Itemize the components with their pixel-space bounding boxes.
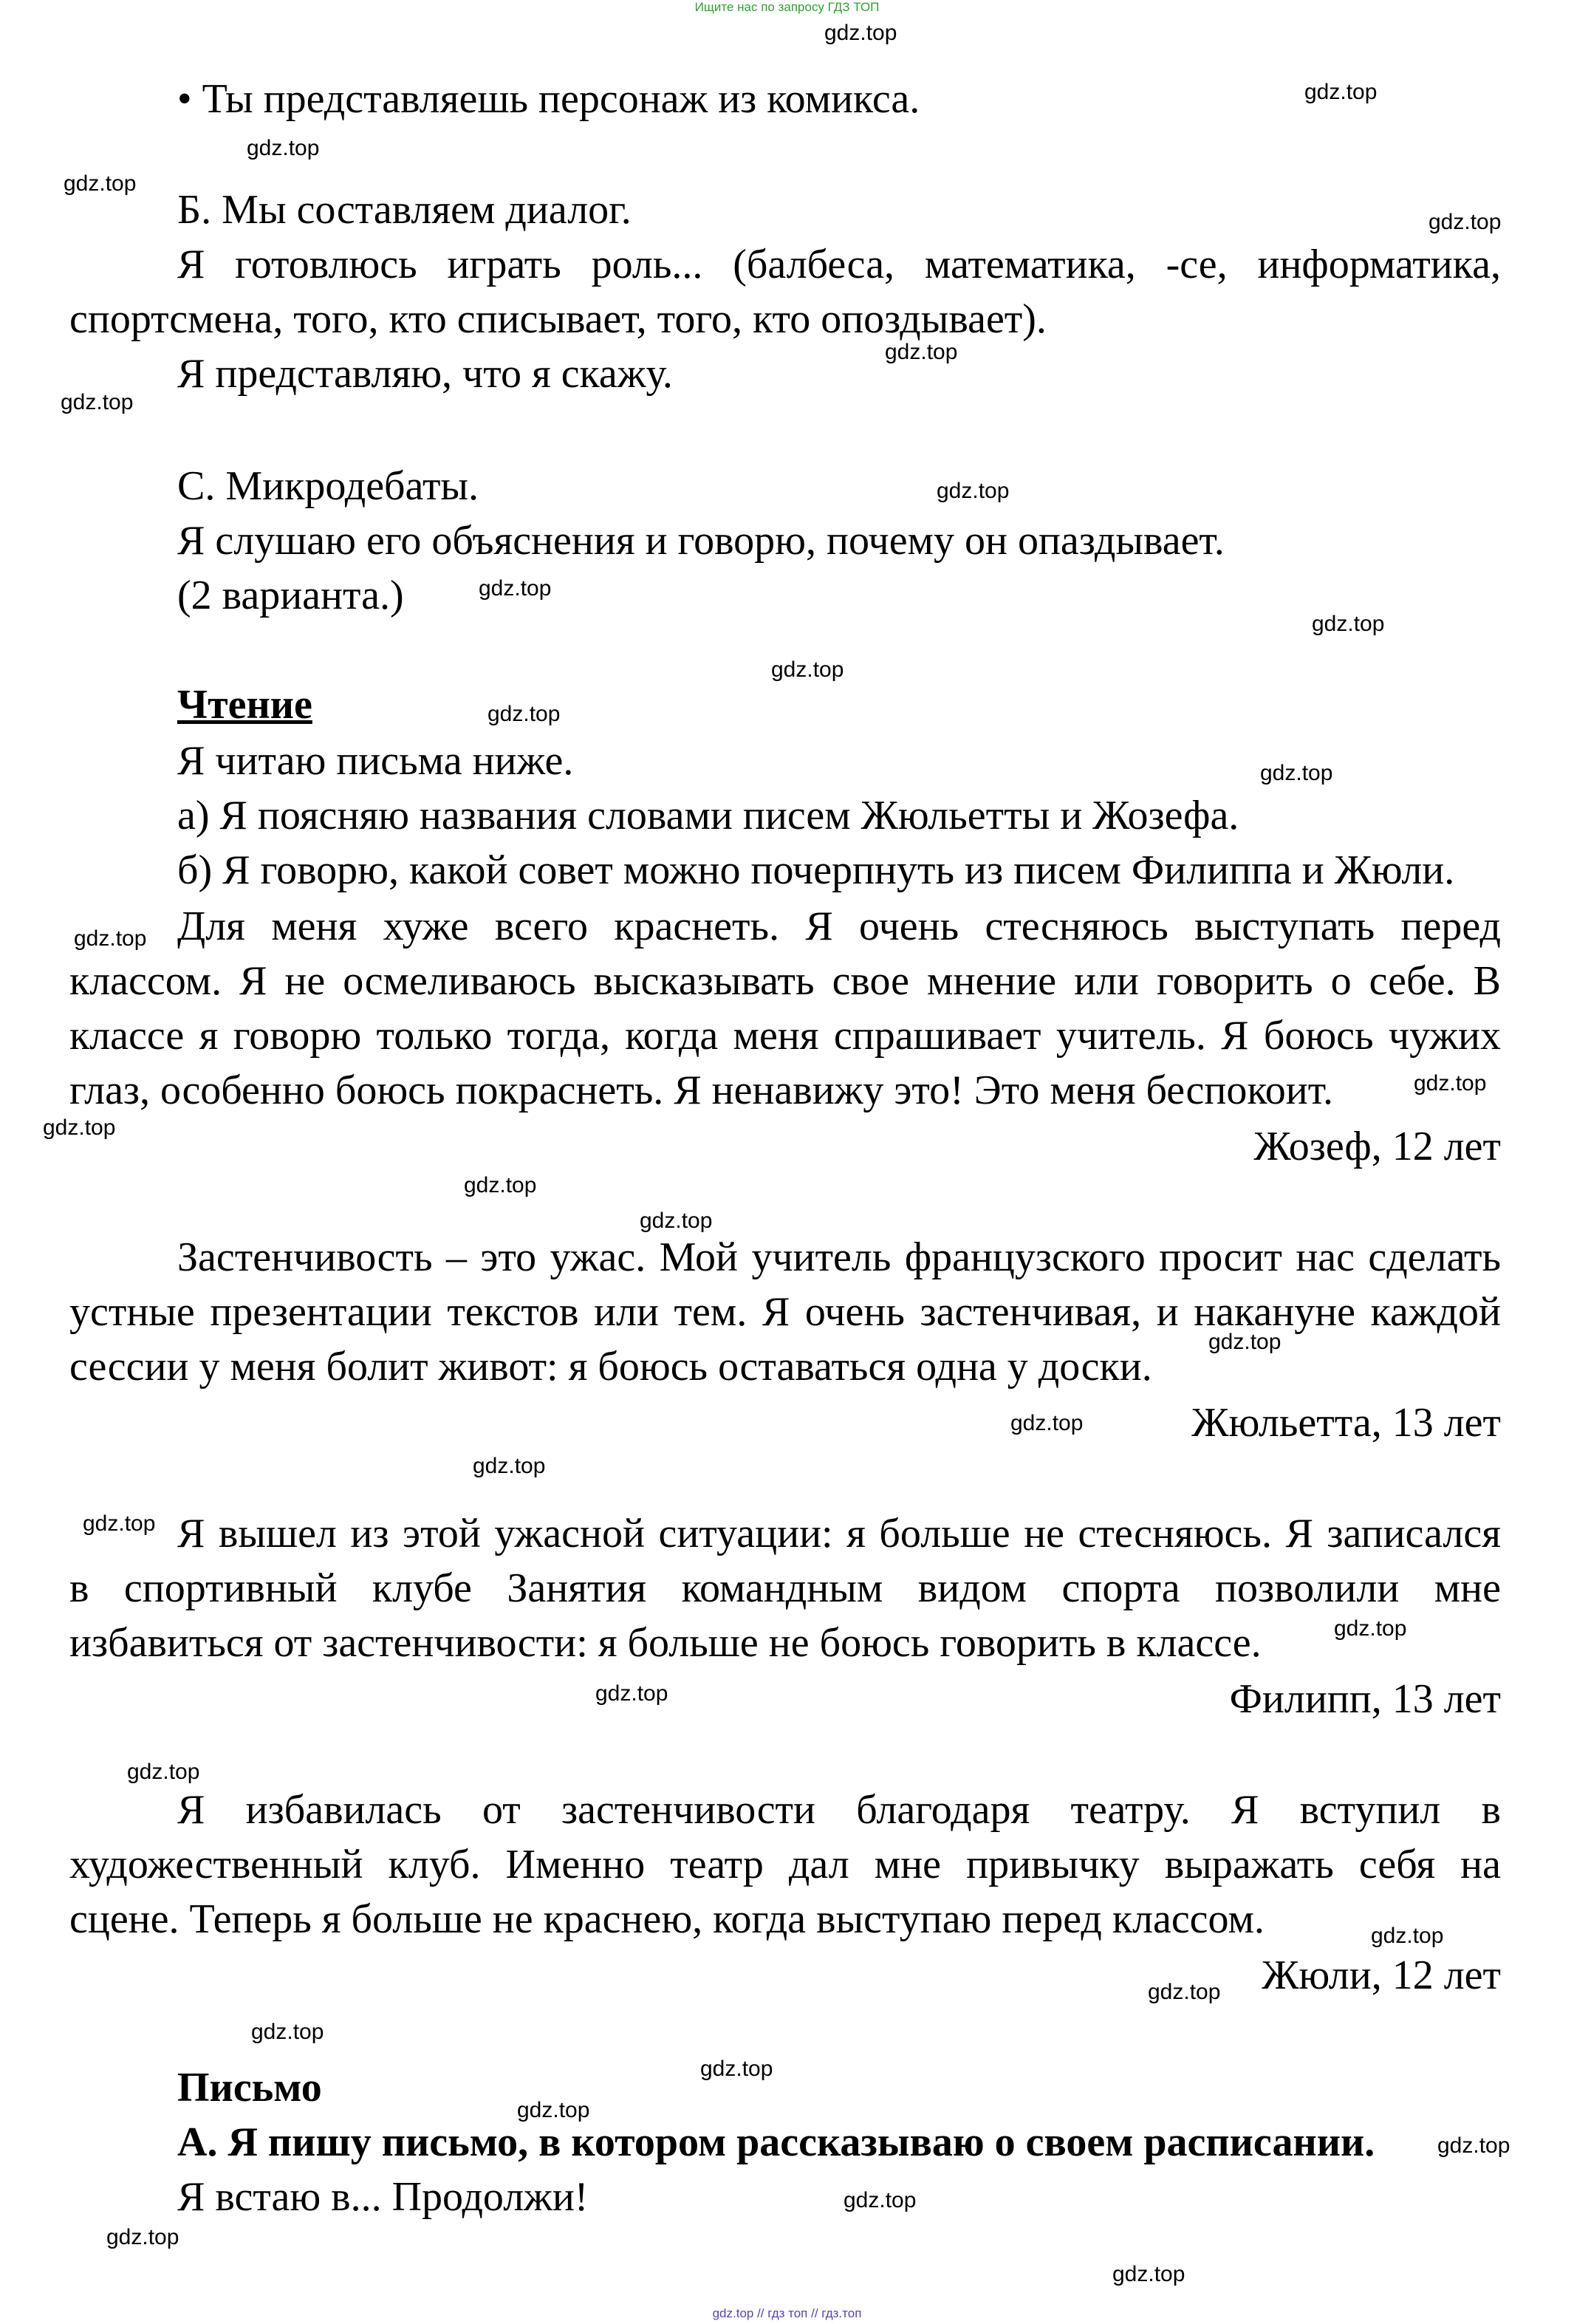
top-banner[interactable]: Ищите нас по запросу ГДЗ ТОП xyxy=(694,0,880,14)
watermark: gdz.top xyxy=(1260,761,1333,785)
letter-philippe-signature: Филипп, 13 лет xyxy=(1229,1676,1501,1722)
watermark: gdz.top xyxy=(517,2098,590,2122)
watermark: gdz.top xyxy=(595,1681,668,1706)
reading-task-a: а) Я поясняю названия словами писем Жюльетты и Жозефа. xyxy=(177,793,1239,838)
letter-joseph-line: классом. Я не осмеливаюсь высказывать свое мнение или говорить о себе. В xyxy=(69,958,1501,1004)
writing-heading: Письмо xyxy=(177,2065,322,2111)
watermark: gdz.top xyxy=(479,576,552,601)
watermark: gdz.top xyxy=(1148,1980,1221,2004)
watermark: gdz.top xyxy=(43,1115,116,1140)
watermark: gdz.top xyxy=(74,926,147,951)
letter-juliette-line: устные презентации текстов или тем. Я очень застенчивая, и накануне каждой xyxy=(69,1289,1501,1335)
watermark: gdz.top xyxy=(640,1209,713,1233)
reading-task-b: б) Я говорю, какой совет можно почерпнуть из писем Филиппа и Жюли. xyxy=(177,847,1455,893)
bullet-comic-character: • Ты представляешь персонаж из комикса. xyxy=(177,76,920,122)
watermark: gdz.top xyxy=(844,2188,917,2212)
section-c-line: (2 варианта.) xyxy=(177,573,404,618)
letter-juliette-line: Застенчивость – это ужас. Мой учитель французского просит нас сделать xyxy=(177,1234,1501,1280)
watermark: gdz.top xyxy=(771,657,844,682)
letter-joseph-line: классе я говорю только тогда, когда меня спрашивает учитель. Я боюсь чужих xyxy=(69,1013,1501,1059)
watermark: gdz.top xyxy=(487,702,561,726)
watermark: gdz.top xyxy=(1414,1071,1487,1096)
watermark: gdz.top xyxy=(473,1454,546,1478)
watermark: gdz.top xyxy=(106,2225,179,2249)
watermark: gdz.top xyxy=(464,1173,537,1197)
letter-philippe-line: в спортивный клубе Занятия командным видом спорта позволили мне xyxy=(69,1565,1501,1611)
letter-julie-line: сцене. Теперь я больше не краснею, когда выступаю перед классом. xyxy=(69,1896,1265,1942)
section-b-line: спортсмена, того, кто списывает, того, кто опоздывает). xyxy=(69,296,1047,342)
watermark: gdz.top xyxy=(1208,1330,1282,1354)
watermark: gdz.top xyxy=(700,2057,773,2081)
watermark: gdz.top xyxy=(1437,2133,1510,2158)
watermark: gdz.top xyxy=(61,390,134,414)
watermark: gdz.top xyxy=(1371,1924,1444,1948)
watermark: gdz.top xyxy=(937,479,1010,503)
watermark: gdz.top xyxy=(64,171,137,196)
watermark: gdz.top xyxy=(83,1511,156,1536)
letter-juliette-signature: Жюльетта, 13 лет xyxy=(1191,1400,1501,1446)
watermark: gdz.top xyxy=(127,1760,200,1784)
section-c-line: Я слушаю его объяснения и говорю, почему он опаздывает. xyxy=(177,518,1225,564)
letter-philippe-line: Я вышел из этой ужасной ситуации: я больше не стесняюсь. Я записался xyxy=(177,1511,1501,1556)
watermark: gdz.top xyxy=(1334,1616,1407,1641)
section-b-title: Б. Мы составляем диалог. xyxy=(177,187,632,233)
letter-joseph-signature: Жозеф, 12 лет xyxy=(1253,1124,1501,1169)
letter-philippe-line: избавиться от застенчивости: я больше не боюсь говорить в классе. xyxy=(69,1620,1262,1666)
watermark: gdz.top xyxy=(251,2020,324,2044)
section-b-line: Я готовлюсь играть роль... (балбеса, математика, -се, информатика, xyxy=(177,242,1501,287)
watermark: gdz.top xyxy=(1304,80,1378,104)
watermark: gdz.top xyxy=(1010,1411,1084,1435)
letter-julie-line: художественный клуб. Именно театр дал мне привычку выражать себя на xyxy=(69,1842,1501,1887)
reading-heading: Чтение xyxy=(177,682,312,728)
letter-julie-signature: Жюли, 12 лет xyxy=(1262,1952,1501,1998)
section-b-line: Я представляю, что я скажу. xyxy=(177,351,673,397)
watermark: gdz.top xyxy=(824,21,897,45)
section-c-title: С. Микродебаты. xyxy=(177,463,479,509)
letter-joseph-line: Для меня хуже всего краснеть. Я очень стесняюсь выступать перед xyxy=(177,903,1501,949)
watermark: gdz.top xyxy=(247,136,320,160)
watermark: gdz.top xyxy=(885,340,958,364)
watermark: gdz.top xyxy=(1112,2262,1185,2286)
watermark: gdz.top xyxy=(1428,210,1502,234)
letter-julie-line: Я избавилась от застенчивости благодаря театру. Я вступил в xyxy=(177,1787,1501,1833)
footer-links[interactable]: gdz.top // гдз топ // гдз.топ xyxy=(712,2306,862,2320)
reading-intro: Я читаю письма ниже. xyxy=(177,738,574,784)
letter-joseph-line: глаз, особенно боюсь покраснеть. Я ненавижу это! Это меня беспокоит. xyxy=(69,1067,1333,1113)
writing-prompt: Я встаю в... Продолжи! xyxy=(177,2174,589,2220)
watermark: gdz.top xyxy=(1312,612,1385,636)
writing-task-a: А. Я пишу письмо, в котором рассказываю о своем расписании. xyxy=(177,2119,1375,2165)
letter-juliette-line: сессии у меня болит живот: я боюсь оставаться одна у доски. xyxy=(69,1344,1152,1390)
